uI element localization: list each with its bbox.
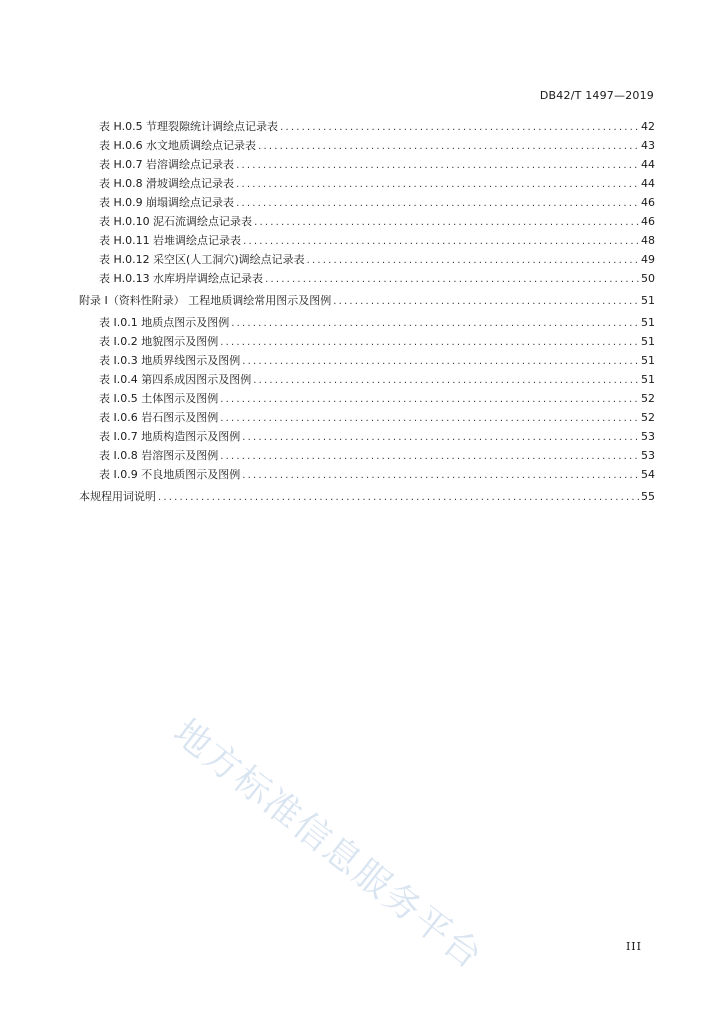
toc-entry-label: 表 I.0.2 地貌图示及图例 bbox=[99, 335, 219, 348]
toc-entry[interactable] bbox=[79, 409, 655, 428]
toc-entry[interactable] bbox=[79, 156, 655, 175]
toc-entry-page: 51 bbox=[641, 354, 655, 367]
toc-entry-page: 44 bbox=[641, 177, 655, 190]
toc-entry[interactable] bbox=[79, 390, 655, 409]
toc-entry-page: 42 bbox=[641, 120, 655, 133]
toc-entry-page: 50 bbox=[641, 272, 655, 285]
toc-entry-page: 55 bbox=[641, 490, 655, 503]
toc-entry-label: 附录 I（资料性附录） 工程地质调绘常用图示及图例 bbox=[79, 294, 332, 307]
toc-leader-dots bbox=[231, 318, 639, 329]
toc-entry-label: 表 H.0.5 节理裂隙统计调绘点记录表 bbox=[99, 120, 279, 133]
toc-entry[interactable] bbox=[79, 447, 655, 466]
toc-entry-label: 表 I.0.1 地质点图示及图例 bbox=[99, 316, 230, 329]
toc-leader-dots bbox=[258, 141, 639, 152]
toc-entry-label: 表 I.0.7 地质构造图示及图例 bbox=[99, 430, 241, 443]
toc-leader-dots bbox=[158, 492, 639, 503]
toc-entry-page: 49 bbox=[641, 253, 655, 266]
toc-entry-label: 表 I.0.6 岩石图示及图例 bbox=[99, 411, 219, 424]
toc-entry-page: 44 bbox=[641, 158, 655, 171]
toc-leader-dots bbox=[220, 337, 639, 348]
toc-entry-label: 表 H.0.8 滑坡调绘点记录表 bbox=[99, 177, 235, 190]
toc-entry-page: 51 bbox=[641, 335, 655, 348]
toc-entry[interactable] bbox=[79, 118, 655, 137]
toc-entry[interactable] bbox=[79, 175, 655, 194]
toc-entry-page: 51 bbox=[641, 373, 655, 386]
toc-entry-label: 表 H.0.12 采空区(人工洞穴)调绘点记录表 bbox=[99, 253, 305, 266]
toc-entry-label: 表 I.0.4 第四系成因图示及图例 bbox=[99, 373, 252, 386]
toc-leader-dots bbox=[242, 470, 639, 481]
toc-entry-page: 52 bbox=[641, 392, 655, 405]
toc-entry-label: 表 H.0.9 崩塌调绘点记录表 bbox=[99, 196, 235, 209]
toc-entry-label: 表 H.0.11 岩堆调绘点记录表 bbox=[99, 234, 242, 247]
toc-leader-dots bbox=[220, 394, 639, 405]
toc-leader-dots bbox=[220, 413, 639, 424]
toc-entry-page: 53 bbox=[641, 449, 655, 462]
toc-entry-page: 46 bbox=[641, 215, 655, 228]
toc-entry-page: 51 bbox=[641, 316, 655, 329]
toc-leader-dots bbox=[220, 451, 639, 462]
toc-entry[interactable] bbox=[79, 352, 655, 371]
toc-entry[interactable] bbox=[79, 488, 655, 507]
standard-code: DB42/T 1497—2019 bbox=[539, 89, 654, 102]
toc-leader-dots bbox=[265, 274, 639, 285]
toc-entry-label: 表 I.0.3 地质界线图示及图例 bbox=[99, 354, 241, 367]
toc-leader-dots bbox=[236, 198, 639, 209]
toc-entry[interactable] bbox=[79, 333, 655, 352]
toc-entry[interactable] bbox=[79, 137, 655, 156]
toc-entry-page: 43 bbox=[641, 139, 655, 152]
toc-entry-page: 53 bbox=[641, 430, 655, 443]
toc-leader-dots bbox=[307, 255, 639, 266]
table-of-contents bbox=[79, 118, 655, 510]
toc-entry-label: 表 H.0.10 泥石流调绘点记录表 bbox=[99, 215, 253, 228]
toc-leader-dots bbox=[254, 217, 639, 228]
toc-entry[interactable] bbox=[79, 314, 655, 333]
toc-entry-label: 表 I.0.8 岩溶图示及图例 bbox=[99, 449, 219, 462]
toc-entry[interactable] bbox=[79, 213, 655, 232]
toc-entry-label: 表 I.0.9 不良地质图示及图例 bbox=[99, 468, 241, 481]
toc-leader-dots bbox=[333, 296, 639, 307]
toc-entry-label: 表 H.0.13 水库坍岸调绘点记录表 bbox=[99, 272, 264, 285]
toc-leader-dots bbox=[242, 356, 639, 367]
toc-entry-label: 表 I.0.5 土体图示及图例 bbox=[99, 392, 219, 405]
toc-entry[interactable] bbox=[79, 371, 655, 390]
toc-entry-label: 表 H.0.6 水文地质调绘点记录表 bbox=[99, 139, 257, 152]
toc-leader-dots bbox=[242, 432, 639, 443]
page-number: III bbox=[625, 940, 642, 953]
toc-appendix-entry[interactable] bbox=[79, 292, 655, 311]
toc-entry-label: 表 H.0.7 岩溶调绘点记录表 bbox=[99, 158, 235, 171]
toc-leader-dots bbox=[253, 375, 639, 386]
toc-entry[interactable] bbox=[79, 270, 655, 289]
toc-entry-page: 48 bbox=[641, 234, 655, 247]
toc-entry[interactable] bbox=[79, 251, 655, 270]
toc-leader-dots bbox=[236, 160, 639, 171]
toc-entry-page: 52 bbox=[641, 411, 655, 424]
toc-leader-dots bbox=[236, 179, 639, 190]
watermark: 地方标准信息服务平台 bbox=[165, 711, 491, 978]
toc-entry-label: 本规程用词说明 bbox=[79, 490, 156, 503]
toc-entry-page: 54 bbox=[641, 468, 655, 481]
toc-entry-page: 51 bbox=[641, 294, 655, 307]
toc-entry[interactable] bbox=[79, 428, 655, 447]
toc-entry-page: 46 bbox=[641, 196, 655, 209]
toc-leader-dots bbox=[243, 236, 639, 247]
toc-leader-dots bbox=[280, 122, 639, 133]
toc-entry[interactable] bbox=[79, 466, 655, 485]
toc-entry[interactable] bbox=[79, 232, 655, 251]
toc-entry[interactable] bbox=[79, 194, 655, 213]
